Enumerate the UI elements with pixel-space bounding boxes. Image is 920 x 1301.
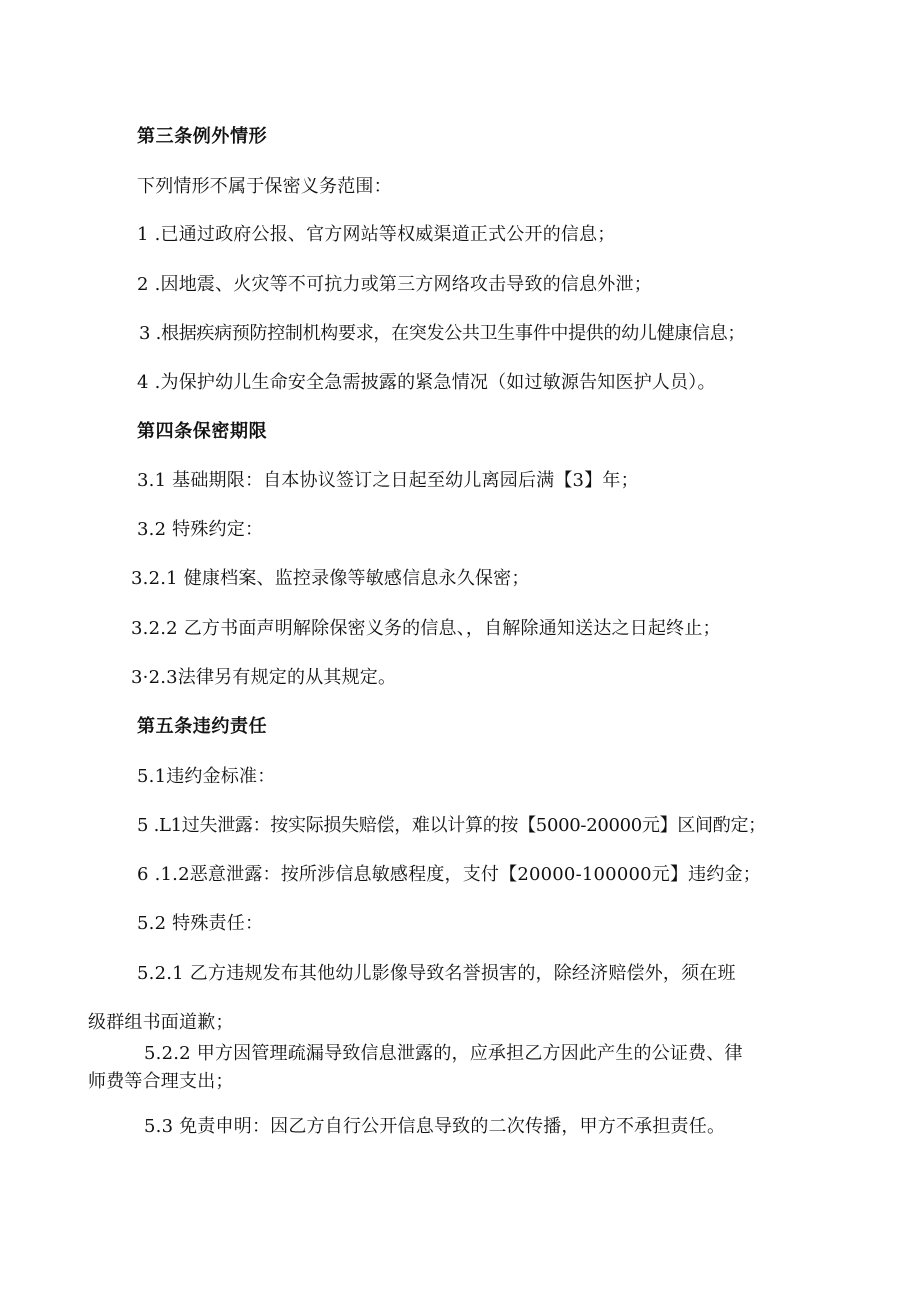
- paragraph-3-2-3: 3·2.3法律另有规定的从其规定。: [131, 667, 397, 688]
- list-item-exception-4: 4 .为保护幼儿生命安全急需披露的紧急情况（如过敏源告知医护人员）。: [137, 372, 716, 393]
- paragraph-special-liability: 5.2 特殊责任：: [137, 913, 264, 934]
- paragraph-3-2-2: 3.2.2 乙方书面声明解除保密义务的信息、，自解除通知送达之日起终止；: [131, 618, 721, 639]
- section-heading-article-5: 第五条违约责任: [137, 716, 268, 737]
- paragraph-basic-term: 3.1 基础期限：自本协议签订之日起至幼儿离园后满【3】年；: [137, 470, 639, 491]
- paragraph-3-2-1: 3.2.1 健康档案、监控录像等敏感信息永久保密；: [131, 568, 530, 589]
- list-item-exception-1: 1 .已通过政府公报、官方网站等权威渠道正式公开的信息；: [137, 224, 616, 245]
- list-item-exception-3: 3 .根据疾病预防控制机构要求，在突发公共卫生事件中提供的幼儿健康信息；: [139, 323, 746, 344]
- paragraph-5-2-1: 5.2.1 乙方违规发布其他幼儿影像导致名誉损害的，除经济赔偿外，须在班: [137, 963, 736, 984]
- paragraph-5-2-2: 5.2.2 甲方因管理疏漏导致信息泄露的，应承担乙方因此产生的公证费、律: [144, 1043, 743, 1064]
- paragraph-5-2-1-continued: 级群组书面道歉；: [88, 1012, 234, 1033]
- paragraph-exceptions-intro: 下列情形不属于保密义务范围：: [137, 176, 392, 197]
- paragraph-malicious-leak: 6 .1.2恶意泄露：按所涉信息敏感程度，支付【20000-100000元】违约金；: [137, 864, 761, 885]
- list-item-exception-2: 2 .因地震、火灾等不可抗力或第三方网络攻击导致的信息外泄；: [137, 274, 652, 295]
- section-heading-article-3: 第三条例外情形: [137, 126, 268, 147]
- paragraph-5-2-2-continued: 师费等合理支出；: [88, 1071, 234, 1092]
- paragraph-negligent-leak: 5 .L1过失泄露：按实际损失赔偿，难以计算的按【5000-20000元】区间酌定；: [137, 815, 766, 836]
- paragraph-penalty-standard: 5.1违约金标准：: [137, 766, 276, 787]
- section-heading-article-4: 第四条保密期限: [137, 421, 268, 442]
- paragraph-special-agreement: 3.2 特殊约定：: [137, 519, 264, 540]
- paragraph-disclaimer: 5.3 免责申明：因乙方自行公开信息导致的二次传播，甲方不承担责任。: [144, 1116, 726, 1137]
